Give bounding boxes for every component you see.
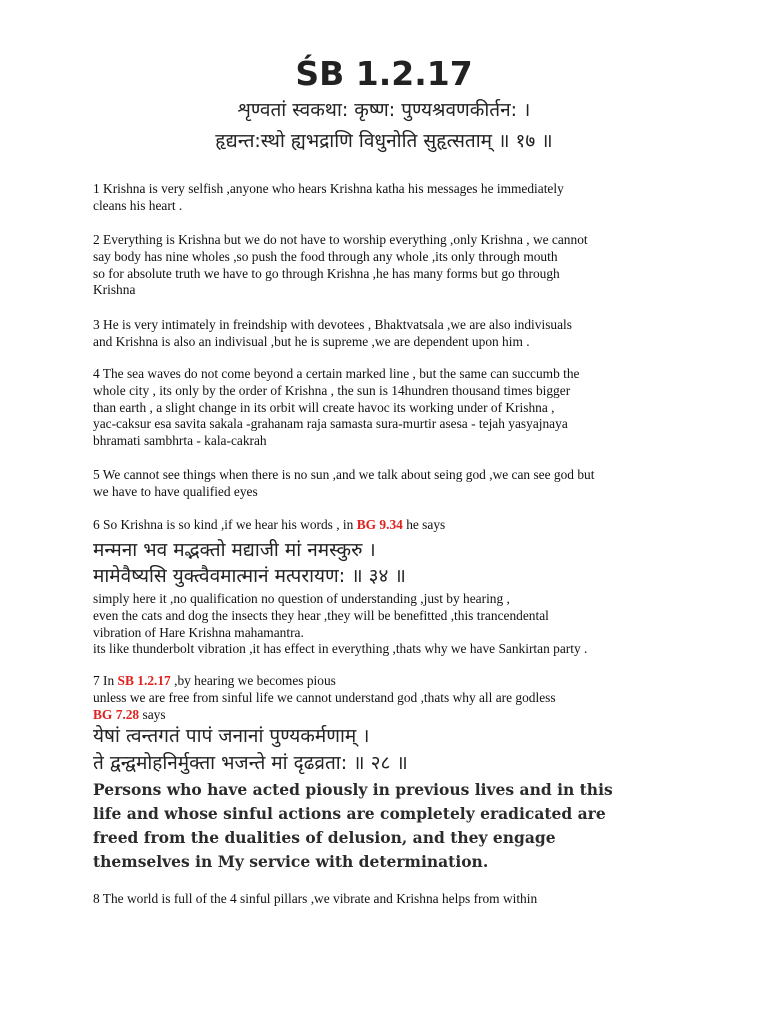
point-4-line: 4 The sea waves do not come beyond a certain marked line , but the same can succumb the bbox=[93, 366, 580, 381]
point-5 bbox=[93, 467, 693, 501]
point-6-body-line: even the cats and dog the insects they hear ,they will be benefitted ,this trancendental bbox=[93, 607, 549, 623]
point-1 bbox=[93, 181, 693, 215]
point-3-line: 3 He is very intimately in freindship with devotees , Bhaktvatsala ,we are also indivisuals bbox=[93, 317, 572, 332]
point-3-line: and Krishna is also an indivisual ,but he is supreme ,we are dependent upon him . bbox=[93, 333, 530, 349]
point-1-line: cleans his heart . bbox=[93, 197, 183, 213]
point-4-line: yac-caksur esa savita sakala -grahanam raja samasta sura-murtir asesa - tejah yasyajnaya bbox=[93, 416, 568, 432]
main-verse-line-1: शृण्वतां स्वकथा: कृष्ण: पुण्यश्रवणकीर्तन: । bbox=[237, 99, 531, 121]
point-6-body-line: its like thunderbolt vibration ,it has effect in everything ,thats why we have Sankirtan party . bbox=[93, 641, 588, 657]
point-6-line bbox=[93, 517, 693, 534]
translation-line: Persons who have acted piously in previous lives and in this bbox=[93, 780, 613, 799]
bg-7-28-reference: BG 7.28 bbox=[93, 706, 140, 722]
point-6-intro bbox=[93, 517, 693, 534]
point-6-body-line: simply here it ,no qualification no question of understanding ,just by hearing , bbox=[93, 591, 510, 606]
point-5-line: 5 We cannot see things when there is no sun ,and we talk about seing god ,we can see god but bbox=[93, 467, 595, 482]
point-4-line: bhramati sambhrta - kala-cakrah bbox=[93, 433, 267, 449]
point-6-text: 6 So Krishna is so kind ,if we hear his words , in bbox=[93, 517, 357, 532]
point-7-text-after: ,by hearing we becomes pious bbox=[170, 673, 336, 688]
page-title: ŚB 1.2.17 bbox=[295, 54, 473, 93]
point-3 bbox=[93, 317, 693, 351]
point-2-line: 2 Everything is Krishna but we do not have to worship everything ,only Krishna , we cannot bbox=[93, 232, 588, 247]
point-4 bbox=[93, 366, 693, 450]
sb-1-2-17-reference: SB 1.2.17 bbox=[117, 673, 171, 688]
point-4-line: whole city , its only by the order of Krishna , the sun is 14hundren thousand times bigger bbox=[93, 382, 571, 398]
bg-9-34-reference: BG 9.34 bbox=[356, 517, 403, 532]
point-7-intro bbox=[93, 673, 693, 723]
point-8 bbox=[93, 891, 693, 908]
point-7-text: 7 In bbox=[93, 673, 118, 688]
bg-9-34-verse-line-1: मन्मना भव मद्भक्तो मद्याजी मां नमस्कुरु । bbox=[93, 539, 376, 561]
translation-line: themselves in My service with determination. bbox=[93, 852, 489, 871]
point-4-line: than earth , a slight change in its orbit will create havoc its working under of Krishna , bbox=[93, 399, 555, 415]
point-5-line: we have to have qualified eyes bbox=[93, 483, 258, 499]
point-6-body-line: vibration of Hare Krishna mahamantra. bbox=[93, 624, 304, 640]
point-2-line: say body has nine wholes ,so push the food through any whole ,its only through mouth bbox=[93, 248, 558, 264]
point-7-says: says bbox=[139, 706, 166, 722]
translation-line: freed from the dualities of delusion, and they engage bbox=[93, 828, 556, 847]
point-2-line: Krishna bbox=[93, 282, 136, 298]
point-7-line: unless we are free from sinful life we cannot understand god ,thats why all are godless bbox=[93, 689, 556, 705]
point-2-line: so for absolute truth we have to go through Krishna ,he has many forms but go through bbox=[93, 265, 560, 281]
point-7-line bbox=[93, 673, 693, 690]
bg-7-28-translation bbox=[93, 778, 693, 874]
translation-line: life and whose sinful actions are completely eradicated are bbox=[93, 804, 606, 823]
point-6-body bbox=[93, 591, 693, 658]
point-7-line bbox=[93, 707, 693, 724]
bg-7-28-verse-line-2: ते द्वन्द्वमोहनिर्मुक्ता भजन्ते मां दृढव्रता: ॥ २८ ॥ bbox=[93, 752, 408, 774]
main-verse-line-2: हृद्यन्त:स्थो ह्यभद्राणि विधुनोति सुहृत्सताम् ॥ १७ ॥ bbox=[215, 130, 553, 152]
point-1-line: 1 Krishna is very selfish ,anyone who hears Krishna katha his messages he immediately bbox=[93, 181, 564, 196]
bg-9-34-verse-line-2: मामेवैष्यसि युक्त्वैवमात्मानं मत्परायण: ॥ ३४ ॥ bbox=[93, 565, 406, 587]
bg-7-28-verse-line-1: येषां त्वन्तगतं पापं जनानां पुण्यकर्मणाम् । bbox=[93, 725, 370, 747]
point-6-text-after: he says bbox=[402, 517, 446, 532]
point-8-line: 8 The world is full of the 4 sinful pillars ,we vibrate and Krishna helps from within bbox=[93, 891, 538, 906]
point-2 bbox=[93, 232, 693, 299]
